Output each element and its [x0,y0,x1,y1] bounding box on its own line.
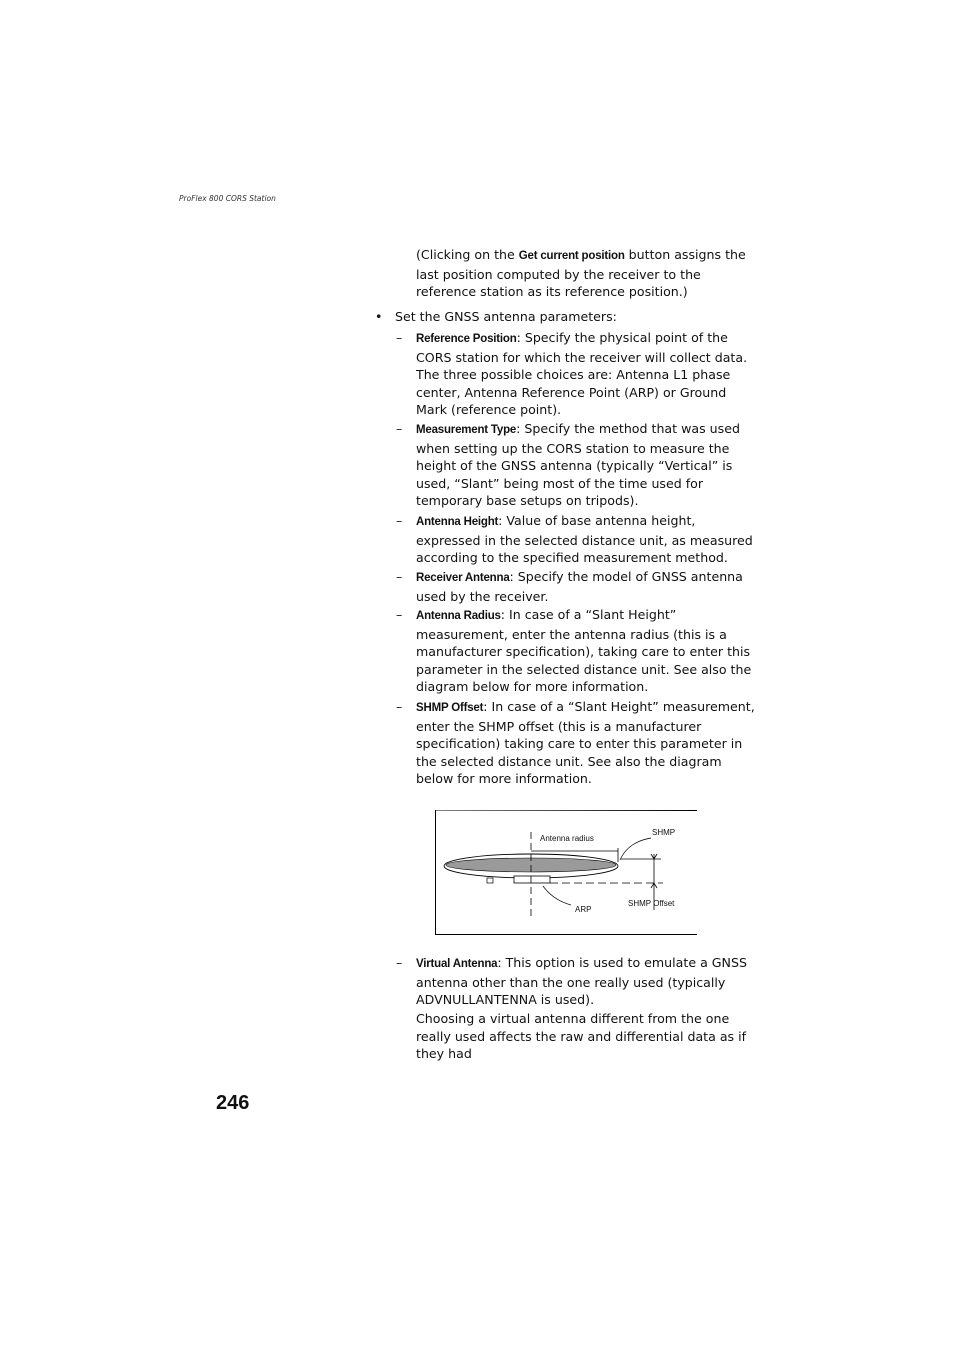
param-term: SHMP Offset [416,702,484,714]
label-arp: ARP [575,905,592,914]
dash-marker: – [396,955,403,970]
page-number: 246 [216,1092,250,1114]
param-term: Reference Position [416,333,517,345]
intro-pre: (Clicking on the [416,247,519,262]
param-desc: : Value of base antenna height, expressed in the selected distance unit, as measured according to the specified measurement method. [416,513,753,566]
arp-leader-line [543,886,571,905]
dash-marker: – [396,607,403,622]
dash-marker: – [396,513,403,528]
intro-paragraph [416,246,761,301]
shmp-leader-line [620,838,651,860]
param-desc: : Specify the model of GNSS antenna used by the receiver. [416,569,743,604]
intro-post: button assigns the last position computed by the receiver to the reference station as its reference position.) [416,247,746,300]
param-reference-position [416,329,761,419]
figure-frame-top [436,810,698,811]
param-virtual-antenna [416,954,761,1009]
bullet-symbol: • [375,309,383,324]
dash-marker: – [396,569,403,584]
antenna-base-shape [514,876,550,883]
param-term: Receiver Antenna [416,572,510,584]
dash-marker: – [396,330,403,345]
param-term: Antenna Height [416,516,499,528]
param-antenna-radius [416,606,761,696]
param-shmp-offset [416,698,761,788]
param-desc: : This option is used to emulate a GNSS antenna other than the one really used (typically ADVNULLANTENNA is used). [416,955,747,1008]
dash-marker: – [396,699,403,714]
dash-marker: – [396,421,403,436]
label-shmp: SHMP [652,828,676,837]
connector-shape [487,878,493,883]
param-term: Virtual Antenna [416,958,498,970]
param-term: Antenna Radius [416,610,501,622]
antenna-diagram [435,810,697,935]
running-header: ProFlex 800 CORS Station [179,194,276,203]
param-desc: : In case of a “Slant Height” measurement, enter the antenna radius (this is a manufacturer specification), taking care to enter this parameter in the selected distance unit. See also the diagram below for more information. [416,607,752,695]
label-antenna-radius: Antenna radius [540,834,594,843]
label-shmp-offset: SHMP Offset [628,899,675,908]
virtual-antenna-note: Choosing a virtual antenna different from the one really used affects the raw and differential data as if they had [416,1011,747,1062]
param-desc: : Specify the method that was used when setting up the CORS station to measure the height of the GNSS antenna (typically “Vertical” is used, “Slant” being most of the time used for temporary base setups on tripods). [416,421,740,509]
intro-button-name: Get current position [518,250,625,262]
param-measurement-type [416,420,761,510]
param-desc: : In case of a “Slant Height” measurement, enter the SHMP offset (this is a manufacturer specification) taking care to enter this parameter in the selected distance unit. See also the diagram below for more information. [416,699,755,787]
param-antenna-height [416,512,761,567]
param-term: Measurement Type [416,424,517,436]
bullet-text: Set the GNSS antenna parameters: [395,309,617,324]
param-desc: : Specify the physical point of the CORS station for which the receiver will collect data. The three possible choices are: Antenna L1 phase center, Antenna Reference Point (ARP) or Ground Mark (reference point). [416,330,748,418]
param-receiver-antenna [416,568,761,605]
